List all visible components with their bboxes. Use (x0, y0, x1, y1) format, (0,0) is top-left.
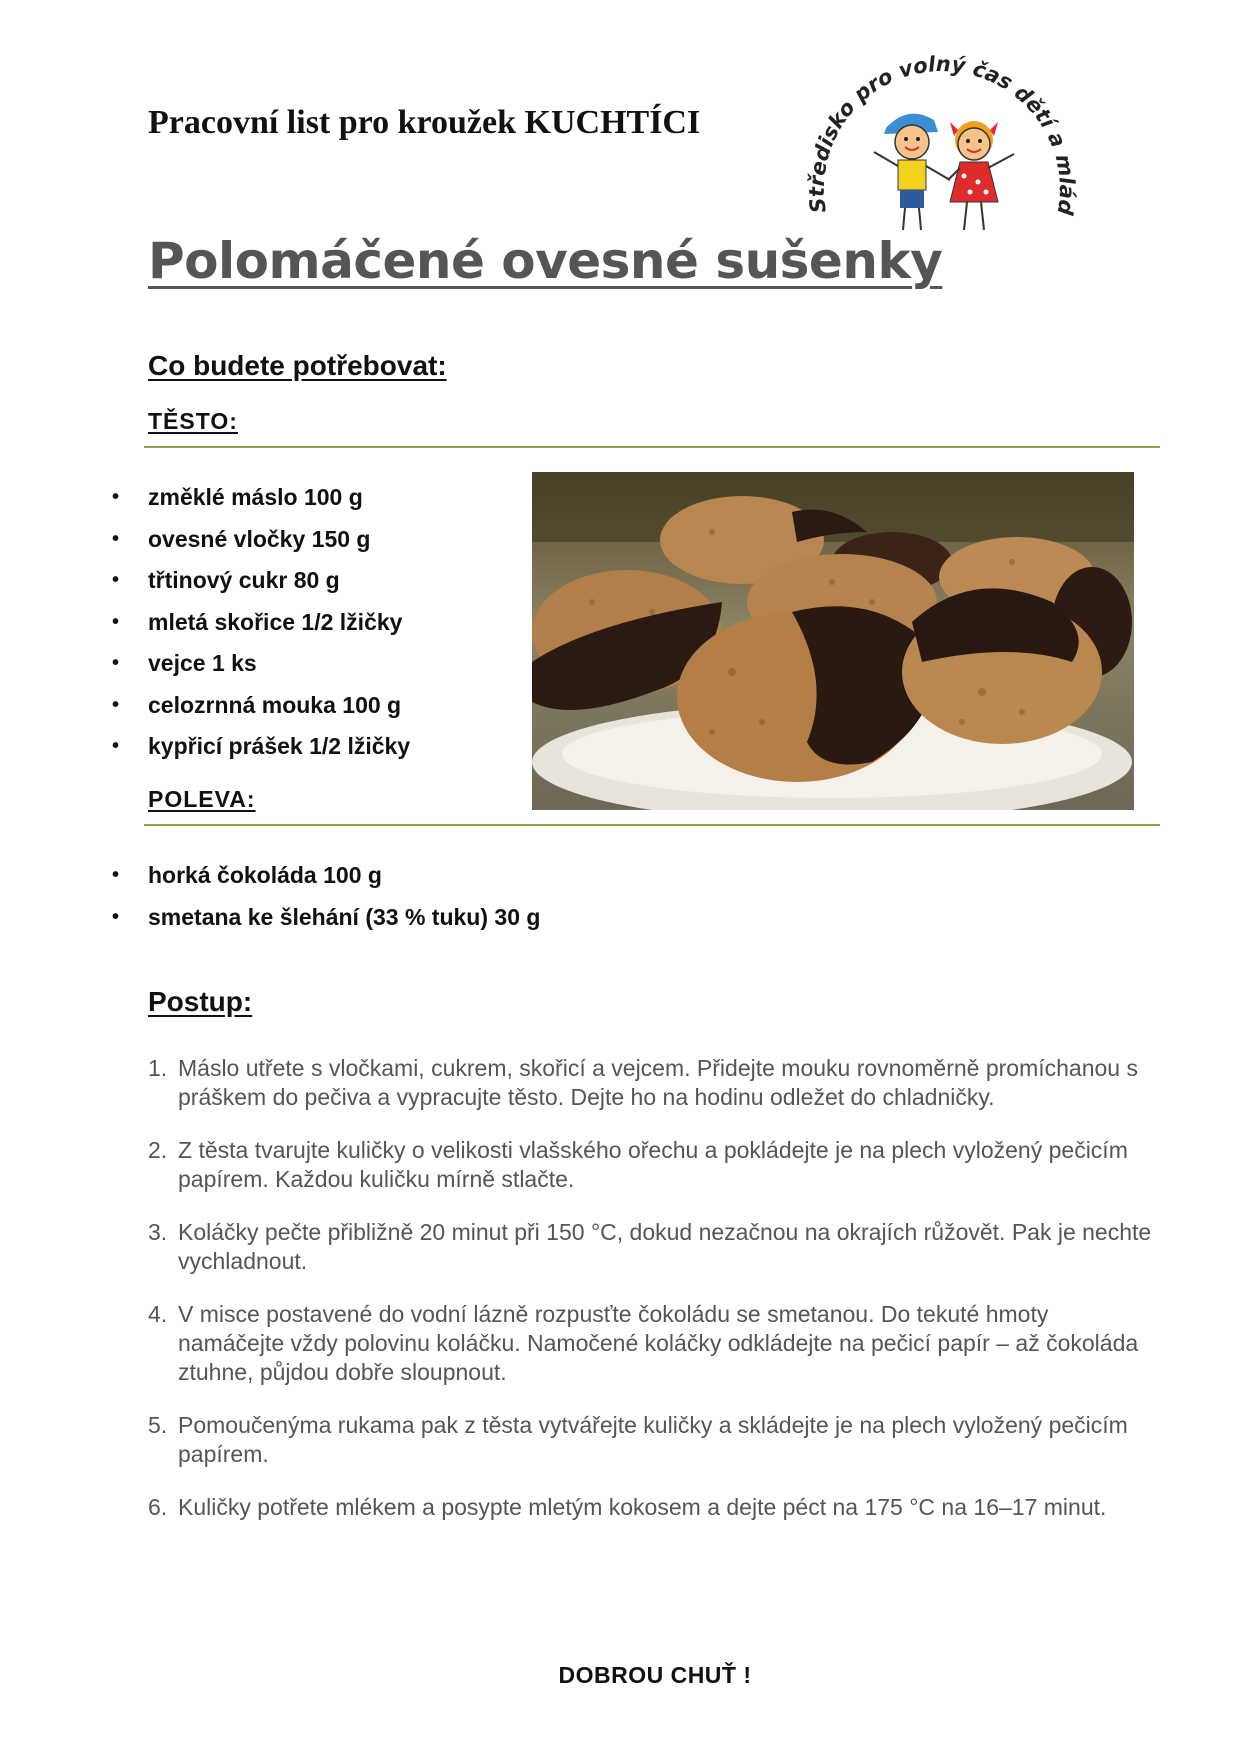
boy-figure (874, 114, 950, 230)
step-number: 3. (148, 1219, 168, 1245)
procedure-heading: Postup: (148, 986, 253, 1017)
list-item: • ovesné vločky 150 g (112, 519, 410, 561)
list-item: • celozrnná mouka 100 g (112, 685, 410, 727)
dough-ingredient-list (112, 477, 410, 768)
worksheet-title: Pracovní list pro kroužek KUCHTÍCI (148, 104, 701, 141)
step-text: V misce postavené do vodní lázně rozpusťte čokoládu se smetanou. Do tekuté hmoty namáčejte vždy polovinu koláčku. Namočené koláčky odkládejte na pečicí papír – až čokoláda ztuhne, půjdou dobře sloupnout. (178, 1301, 1139, 1385)
section-divider (144, 824, 1160, 826)
list-item (148, 1300, 1158, 1387)
step-number: 5. (148, 1412, 168, 1438)
girl-figure (948, 121, 1014, 230)
ingredients-heading: Co budete potřebovat: (148, 350, 447, 381)
step-number: 2. (148, 1137, 168, 1163)
cookies-photo (532, 472, 1134, 810)
list-item: • smetana ke šlehání (33 % tuku) 30 g (112, 897, 540, 939)
dough-heading: TĚSTO: (148, 408, 238, 434)
organization-logo (788, 20, 1098, 240)
list-item: • kypřicí prášek 1/2 lžičky (112, 726, 410, 768)
recipe-title: Polomáčené ovesné sušenky (148, 232, 943, 290)
section-divider (144, 446, 1160, 448)
step-text: Koláčky pečte přibližně 20 minut při 150 °C, dokud nezačnou na okrajích růžovět. Pak je nechte vychladnout. (178, 1219, 1152, 1274)
svg-text:Středisko pro volný čas dětí a: Středisko pro volný čas dětí a mlád (804, 51, 1079, 217)
list-item (148, 1218, 1158, 1276)
step-text: Kuličky potřete mlékem a posypte mletým kokosem a dejte péct na 175 °C na 16–17 minut. (178, 1494, 1107, 1520)
step-text: Pomoučenýma rukama pak z těsta vytvářejte kuličky a skládejte je na plech vyložený pečicím papírem. (178, 1412, 1128, 1467)
step-text: Z těsta tvarujte kuličky o velikosti vlašského ořechu a pokládejte je na plech vyložený pečicím papírem. Každou kuličku mírně stlačte. (178, 1137, 1128, 1192)
list-item (148, 1136, 1158, 1194)
glaze-heading: POLEVA: (148, 786, 256, 812)
step-text: Máslo utřete s vločkami, cukrem, skořicí a vejcem. Přidejte mouku rovnoměrně promíchanou s práškem do pečiva a vypracujte těsto. Dejte ho na hodinu odležet do chladničky. (178, 1055, 1138, 1110)
list-item: • horká čokoláda 100 g (112, 855, 540, 897)
closing-greeting: DOBROU CHUŤ ! (558, 1662, 752, 1688)
list-item (148, 1054, 1158, 1112)
list-item: • vejce 1 ks (112, 643, 410, 685)
list-item: • třtinový cukr 80 g (112, 560, 410, 602)
procedure-steps (148, 1054, 1158, 1546)
glaze-ingredient-list (112, 855, 540, 938)
list-item (148, 1493, 1158, 1522)
list-item (148, 1411, 1158, 1469)
list-item: • mletá skořice 1/2 lžičky (112, 602, 410, 644)
step-number: 6. (148, 1494, 168, 1520)
list-item: • změklé máslo 100 g (112, 477, 410, 519)
step-number: 1. (148, 1055, 168, 1081)
step-number: 4. (148, 1301, 168, 1327)
